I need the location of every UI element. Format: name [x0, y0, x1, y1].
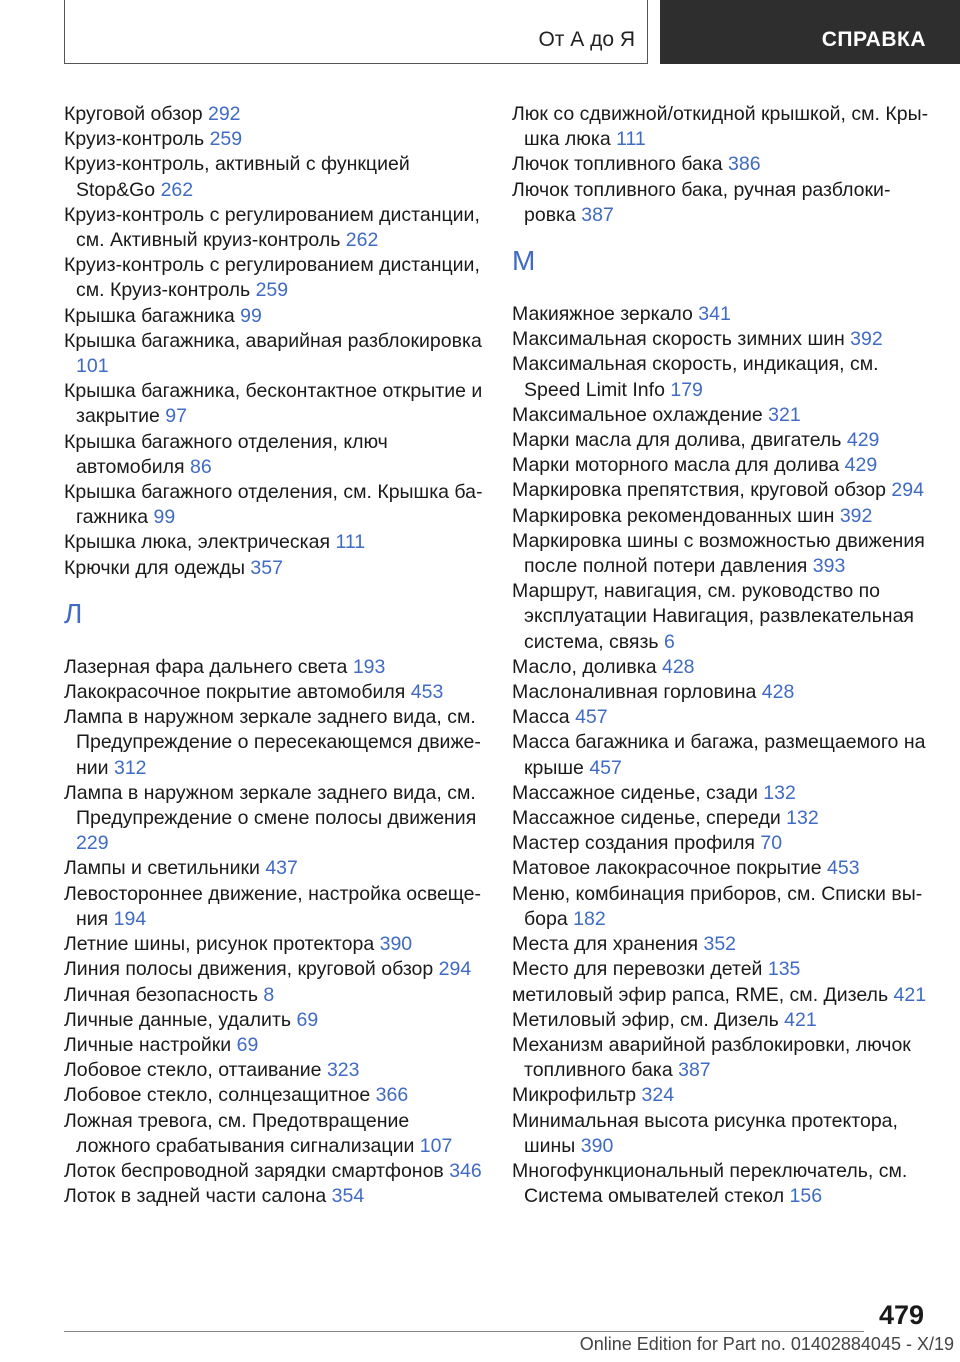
index-entry: [512, 302, 932, 327]
index-entry-text: Маршрут, навигация, см. руководство по эксплуатации Навигация, развлекательная система, связь: [512, 580, 914, 653]
index-entry-page-link[interactable]: 392: [850, 328, 883, 351]
index-entry-text: Место для перевозки детей: [512, 958, 768, 981]
index-entry-text: Лакокрасочное покрытие автомобиля: [64, 681, 411, 704]
index-entry: [64, 253, 484, 303]
index-entry-text: Крышка люка, электрическая: [64, 531, 336, 554]
index-entry: [512, 579, 932, 655]
index-entry-text: Лючок топливного бака: [512, 153, 729, 176]
index-entry-page-link[interactable]: 387: [581, 203, 614, 226]
index-entry-page-link[interactable]: 99: [240, 304, 262, 327]
index-entry-text: Минимальная высота рисунка протектора, шины: [512, 1109, 898, 1157]
index-entry-page-link[interactable]: 429: [846, 429, 880, 452]
index-entry-page-link[interactable]: 69: [236, 1033, 259, 1056]
index-entry-page-link[interactable]: 111: [616, 128, 646, 151]
index-entry: [64, 556, 484, 581]
index-entry-page-link[interactable]: 6: [664, 630, 675, 653]
index-entry-page-link[interactable]: 428: [761, 681, 795, 704]
index-entry-text: Лоток в задней части салона: [64, 1185, 332, 1208]
index-entry: [512, 983, 932, 1008]
index-entry: [512, 882, 932, 932]
index-entry-page-link[interactable]: 390: [580, 1134, 614, 1157]
index-entry: [64, 983, 484, 1008]
index-entry-page-link[interactable]: 357: [250, 556, 283, 579]
index-entry: [512, 152, 932, 177]
index-entry-text: Лючок топливного бака, ручная разблокировка: [512, 178, 891, 226]
index-entry-text: Максимальная скорость, индикация, см. Speed Limit Info: [512, 353, 879, 401]
index-entry: [64, 705, 484, 781]
index-entry-text: Крючки для одежды: [64, 556, 251, 579]
index-entry-text: Лобовое стекло, оттаивание: [64, 1059, 327, 1082]
index-entry: [512, 428, 932, 453]
tab-index[interactable]: [64, 0, 648, 64]
index-entry-page-link[interactable]: 392: [839, 504, 873, 527]
index-entry-page-link[interactable]: 193: [352, 655, 386, 678]
index-entry: [64, 1184, 484, 1209]
index-entry-page-link[interactable]: 386: [728, 153, 761, 176]
index-entry-text: Крышка багажного отделения, ключ автомобиля: [64, 430, 388, 478]
index-entry-page-link[interactable]: 428: [661, 655, 695, 678]
index-entry-text: Левостороннее движение, настройка освещения: [64, 882, 481, 930]
index-entry-text: Лампы и светильники: [64, 857, 266, 880]
index-entry-text: Люк со сдвижной/откидной крышкой, см. Крышка люка: [512, 103, 929, 151]
index-entry: [512, 478, 932, 503]
index-entry-text: Масса: [512, 706, 576, 729]
index-entry-page-link[interactable]: 107: [419, 1134, 453, 1157]
index-entry-text: Личная безопасность: [64, 983, 264, 1006]
index-entry-page-link[interactable]: 390: [379, 933, 413, 956]
index-entry-page-link[interactable]: 453: [410, 681, 444, 704]
index-entry-page-link[interactable]: 259: [255, 279, 289, 302]
index-entry-page-link[interactable]: 262: [345, 229, 379, 252]
index-entry: [512, 352, 932, 402]
index-entry: [64, 680, 484, 705]
index-entry-page-link[interactable]: 393: [812, 555, 846, 578]
index-entry-text: Микрофильтр: [512, 1084, 642, 1107]
page-number: 479: [878, 1300, 924, 1330]
index-entry-page-link[interactable]: 437: [265, 857, 298, 880]
index-entry: [512, 1008, 932, 1033]
index-entry-text: Круиз-контроль, активный с функцией Stop&Go: [64, 153, 410, 201]
index-entry-page-link[interactable]: 156: [789, 1185, 823, 1208]
index-entry-page-link[interactable]: 453: [827, 857, 860, 880]
footer-edition: Online Edition for Part no. 01402884045 - X/19: [579, 1334, 954, 1354]
index-entry: [512, 1083, 932, 1108]
index-entry: [64, 1058, 484, 1083]
index-entry-page-link[interactable]: 8: [263, 983, 275, 1006]
index-entry: [64, 1008, 484, 1033]
index-entry: [64, 1033, 484, 1058]
index-entry: [512, 705, 932, 730]
index-entry: [512, 102, 932, 152]
index-entry-page-link[interactable]: 132: [786, 807, 819, 830]
index-entry-text: Места для хранения: [512, 933, 704, 956]
index-entry-page-link[interactable]: 262: [160, 178, 194, 201]
index-column-right: [512, 102, 932, 1209]
index-entry-text: Линия полосы движения, круговой обзор: [64, 958, 439, 981]
index-entry-page-link[interactable]: 135: [767, 958, 801, 981]
index-entry-text: Матовое лакокрасочное покрытие: [512, 857, 828, 880]
index-entry-text: Мастер создания профиля: [512, 832, 761, 855]
index-entry-text: Личные данные, удалить: [64, 1008, 297, 1031]
index-entry-text: Крышка багажника, аварийная разблокировка: [64, 329, 482, 352]
index-entry-page-link[interactable]: 69: [296, 1008, 319, 1031]
index-entry-page-link[interactable]: 194: [113, 907, 147, 930]
index-entry-page-link[interactable]: 387: [678, 1059, 711, 1082]
index-entry-page-link[interactable]: 294: [891, 479, 924, 502]
index-entry-page-link[interactable]: 457: [589, 756, 622, 779]
index-entry-text: Масло, доливка: [512, 655, 662, 678]
index-letter-heading: Л: [64, 597, 83, 629]
index-entry-text: Летние шины, рисунок протектора: [64, 933, 380, 956]
index-entry: [512, 730, 932, 780]
index-entry: [512, 655, 932, 680]
index-entry: [64, 480, 484, 530]
index-entry-page-link[interactable]: 101: [76, 355, 109, 378]
index-entry: [64, 957, 484, 982]
index-entry-text: Лоток беспроводной зарядки смартфонов: [64, 1159, 450, 1182]
tab-section[interactable]: [660, 0, 960, 64]
index-entry: [64, 781, 484, 857]
index-entry: [512, 680, 932, 705]
index-entry-page-link[interactable]: 429: [844, 454, 878, 477]
index-entry: [64, 932, 484, 957]
index-entry: [64, 430, 484, 480]
index-entry: [512, 178, 932, 228]
index-entry: [64, 655, 484, 680]
index-entry-text: Меню, комбинация приборов, см. Списки выбора: [512, 882, 923, 930]
index-entry: [64, 1159, 484, 1184]
index-entry-text: Лампа в наружном зеркале заднего вида, см. Предупреждение о пересекающемся движении: [64, 706, 481, 779]
index-entry-page-link[interactable]: 421: [784, 1008, 817, 1031]
index-entry-text: Лобовое стекло, солнцезащитное: [64, 1084, 376, 1107]
index-entry-text: Лазерная фара дальнего света: [64, 655, 353, 678]
index-entry: [512, 932, 932, 957]
index-entry: [512, 856, 932, 881]
index-entry: [64, 329, 484, 379]
index-entry-page-link[interactable]: 97: [165, 405, 187, 428]
index-letter-heading: М: [512, 245, 536, 277]
index-entry: [64, 203, 484, 253]
index-entry-text: Крышка багажника, бесконтактное открытие и закрытие: [64, 380, 483, 428]
index-entry-page-link[interactable]: 312: [113, 756, 147, 779]
index-entry-text: Личные настройки: [64, 1033, 237, 1056]
index-entry: [64, 882, 484, 932]
index-entry: [512, 529, 932, 579]
index-entry: [64, 127, 484, 152]
index-entry-page-link[interactable]: 132: [763, 781, 796, 804]
index-entry: [512, 1033, 932, 1083]
index-entry: [64, 102, 484, 127]
index-entry-text: Массажное сиденье, сзади: [512, 781, 764, 804]
tab-section-label: СПРАВКА: [821, 28, 926, 51]
index-entry: [512, 957, 932, 982]
index-entry: [512, 1109, 932, 1159]
index-entry-text: Круиз-контроль с регулированием дистанции, см. Круиз-контроль: [64, 254, 480, 302]
index-entry-text: Маркировка рекомендованных шин: [512, 504, 840, 527]
index-entry: [512, 504, 932, 529]
index-entry-text: Круиз-контроль с регулированием дистанции, см. Активный круиз-контроль: [64, 203, 480, 252]
index-entry-page-link[interactable]: 229: [76, 832, 109, 855]
index-entry-page-link[interactable]: 421: [893, 983, 927, 1006]
index-entry: [64, 304, 484, 329]
index-entry-page-link[interactable]: 182: [573, 907, 606, 930]
index-entry-text: Крышка багажного отделения, см. Крышка багажника: [64, 481, 483, 529]
index-column-left: [64, 102, 484, 1209]
index-entry-text: Механизм аварийной разблокировки, лючок топливного бака: [512, 1033, 911, 1082]
index-entry-page-link[interactable]: 70: [760, 832, 783, 855]
index-entry-text: Маркировка препятствия, круговой обзор: [512, 479, 892, 502]
index-entry-text: Круиз-контроль: [64, 128, 210, 151]
index-entry-page-link[interactable]: 354: [331, 1185, 365, 1208]
index-entry-text: Маслоналивная горловина: [512, 681, 762, 704]
index-entry-page-link[interactable]: 321: [768, 403, 801, 426]
index-entry-text: метиловый эфир рапса, RME, см. Дизель: [512, 983, 894, 1006]
index-entry: [64, 856, 484, 881]
index-entry-page-link[interactable]: 111: [335, 531, 366, 554]
index-entry-page-link[interactable]: 324: [641, 1084, 675, 1107]
index-entry: [64, 379, 484, 429]
index-entry: [64, 1083, 484, 1108]
index-entry: [64, 1109, 484, 1159]
index-entry: [512, 327, 932, 352]
index-entry: [64, 530, 484, 555]
index-entry-text: Многофункциональный переключатель, см. Система омывателей стекол: [512, 1159, 908, 1208]
index-entry-text: Лампа в наружном зеркале заднего вида, см. Предупреждение о смене полосы движения: [64, 781, 477, 830]
index-entry-text: Марки масла для долива, двигатель: [512, 429, 847, 452]
index-entry: [512, 806, 932, 831]
index-entry: [512, 781, 932, 806]
index-entry-page-link[interactable]: 346: [449, 1159, 482, 1182]
index-entry-text: Метиловый эфир, см. Дизель: [512, 1008, 785, 1031]
index-entry-page-link[interactable]: 352: [703, 933, 737, 956]
index-entry-text: Массажное сиденье, спереди: [512, 807, 787, 830]
index-entry-page-link[interactable]: 179: [670, 378, 703, 401]
index-entry-page-link[interactable]: 457: [575, 706, 608, 729]
index-entry-text: Маркировка шины с возможностью движения после полной потери давления: [512, 529, 925, 578]
index-entry: [64, 152, 484, 202]
index-entry-page-link[interactable]: 292: [207, 103, 241, 125]
index-entry: [512, 831, 932, 856]
index-entry-page-link[interactable]: 259: [209, 128, 243, 151]
index-entry-page-link[interactable]: 86: [190, 455, 212, 478]
index-entry: [512, 453, 932, 478]
index-entry-text: Макияжное зеркало: [512, 303, 699, 326]
index-entry-text: Максимальная скорость зимних шин: [512, 328, 851, 351]
index-entry-page-link[interactable]: 99: [153, 506, 176, 529]
index-entry-text: Круговой обзор: [64, 103, 208, 125]
tab-index-label: От А до Я: [538, 28, 635, 51]
index-entry: [512, 403, 932, 428]
index-entry-page-link[interactable]: 294: [438, 958, 472, 981]
index-entry-page-link[interactable]: 366: [375, 1084, 409, 1107]
index-entry-page-link[interactable]: 341: [698, 303, 731, 326]
index-entry-text: Марки моторного масла для долива: [512, 454, 845, 477]
index-entry-text: Масса багажника и багажа, размещаемого на крыше: [512, 731, 926, 779]
index-entry-page-link[interactable]: 323: [326, 1059, 360, 1082]
index-entry: [512, 1159, 932, 1209]
index-entry-text: Максимальное охлаждение: [512, 403, 769, 426]
index-entry-text: Ложная тревога, см. Предотвращение ложного срабатывания сигнализации: [64, 1109, 420, 1157]
index-entry-text: Крышка багажника: [64, 304, 241, 327]
